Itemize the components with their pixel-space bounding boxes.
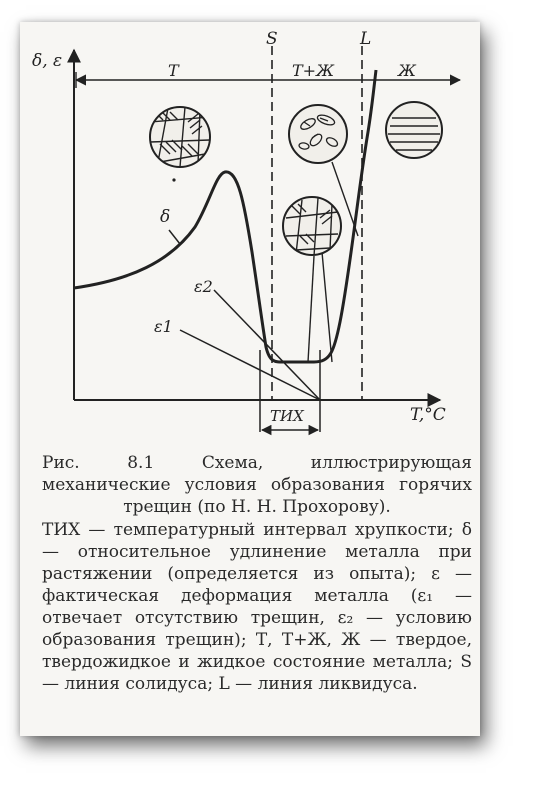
epsilon-2-label: ε2 <box>194 277 213 296</box>
hot-crack-diagram <box>20 22 480 462</box>
zone-mixed-label: T+Ж <box>292 61 335 80</box>
solid-grain-micrograph <box>150 107 210 167</box>
epsilon-2-line <box>214 290 320 400</box>
delta-label: δ <box>160 207 171 227</box>
epsilon-1-label: ε1 <box>154 317 173 336</box>
mixed-micrograph-top <box>289 105 347 163</box>
x-axis-label: T,°C <box>410 405 446 425</box>
page-card <box>20 22 480 736</box>
liquidus-label: L <box>360 29 372 49</box>
zone-liquid-label: Ж <box>398 61 416 80</box>
zone-solid-label: T <box>168 61 179 80</box>
y-axis-label: δ, ε <box>32 51 63 71</box>
tix-label: ТИХ <box>270 407 304 425</box>
figure-caption <box>42 452 472 695</box>
solidus-label: S <box>266 29 278 49</box>
epsilon-1-line <box>180 330 320 400</box>
mixed-micrograph-bottom <box>283 197 341 256</box>
caption-title: Рис. 8.1 Схема, иллюстрирующая механические условия образования горячих трещин (по Н. Н. Прохорову). <box>42 453 472 517</box>
caption-body: ТИХ — температурный интервал хрупкости; δ — относительное удлинение металла при растяжении (определяется из опыта); ε — фактическая деформация металла (ε₁ — отвечает отсутствию трещин, ε₂ — условию образования трещин); Т, Т+Ж, Ж — твердое, твердожидкое и жидкое состояние металла; S — линия солидуса; L — линия ликвидуса. <box>42 520 472 694</box>
liquid-micrograph <box>386 102 442 158</box>
